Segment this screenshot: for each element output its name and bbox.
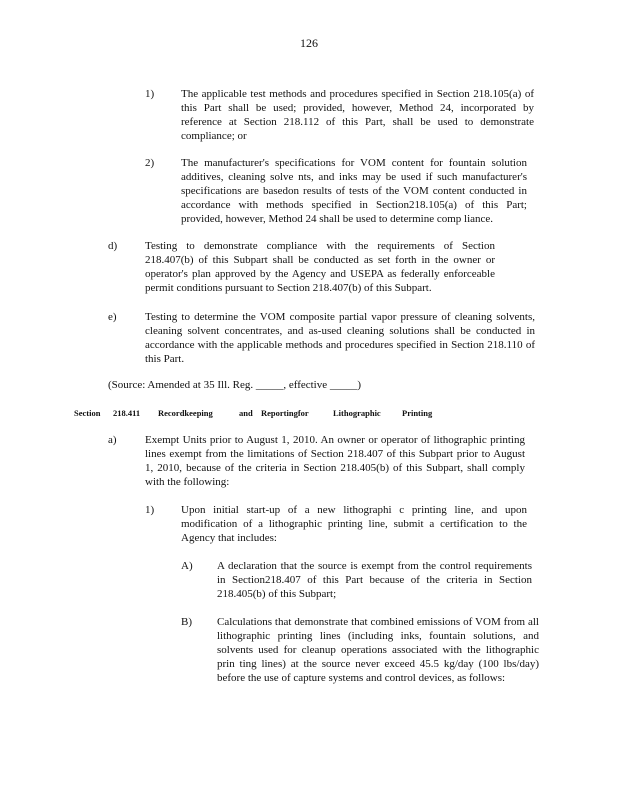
heading-section: Section bbox=[74, 408, 101, 418]
item-text: Upon initial start-up of a new lithographi c printing line, and upon modification of a lithographic printing line, submit a certification to the Agency that includes: bbox=[181, 504, 527, 544]
item-text: Testing to demonstrate compliance with the requirements of Section 218.407(b) of this Subpart shall be conducted as set forth in the owner or operator's plan approved by the Agency and USEPA as federally enforceable permit conditions pursuant to Section 218.407(b) of this Subpart. bbox=[145, 240, 495, 294]
heading-word: Recordkeeping bbox=[158, 408, 213, 418]
item-text: Exempt Units prior to August 1, 2010. An owner or operator of lithographic printing lines exempt from the limitations of Section 218.407 of this Subpart prior to August 1, 2010, because of the criteria in Section 218.405(b) of this Subpart, shall comply with the following: bbox=[145, 434, 525, 488]
item-label: A) bbox=[181, 560, 193, 572]
heading-word: Lithographic bbox=[333, 408, 381, 418]
heading-word: Printing bbox=[402, 408, 433, 418]
heading-word: Reportingfor bbox=[261, 408, 309, 418]
page-number: 126 bbox=[300, 36, 318, 50]
item-text: Testing to determine the VOM composite partial vapor pressure of cleaning solvents, cleaning solvent concentrates, and as-used cleaning solutions shall be conducted in accordance with the applicable methods and procedures specified in Section 218.110 of this Part. bbox=[145, 311, 535, 365]
heading-number: 218.411 bbox=[113, 408, 141, 418]
item-label: d) bbox=[108, 240, 118, 252]
section-heading bbox=[0, 407, 618, 421]
item-text: A declaration that the source is exempt from the control requirements in Section218.407 of this Part because of the criteria in Section 218.405(b) of this Subpart; bbox=[217, 560, 532, 600]
item-text: The manufacturer's specifications for VOM content for fountain solution additives, cleaning solve nts, and inks may be used if such manufacturer's specifications are basedon results of tests of the VOM content conducted in accordance with methods specified in Section218.105(a) of this Part; provided, however, Method 24 shall be used to determine comp liance. bbox=[181, 157, 527, 225]
heading-word: and bbox=[239, 408, 253, 418]
item-label: 1) bbox=[145, 88, 155, 100]
item-label: e) bbox=[108, 311, 117, 323]
item-label: a) bbox=[108, 434, 117, 446]
item-text: The applicable test methods and procedures specified in Section 218.105(a) of this Part shall be used; provided, however, Method 24, incorporated by reference at Section 218.112 of this Part, shall be used to demonstrate compliance; or bbox=[181, 88, 534, 142]
item-label: 1) bbox=[145, 504, 155, 516]
item-text: Calculations that demonstrate that combined emissions of VOM from all lithographic printing lines (including inks, fountain solutions, and solvents used for cleanup operations associated with the lithographic prin ting lines) at the source never exceed 45.5 kg/day (100 lbs/day) before the use of capture systems and control devices, as follows: bbox=[217, 616, 539, 684]
item-label: B) bbox=[181, 616, 192, 628]
source-note: (Source: Amended at 35 Ill. Reg. _____, effective _____) bbox=[108, 379, 362, 391]
item-label: 2) bbox=[145, 157, 155, 169]
